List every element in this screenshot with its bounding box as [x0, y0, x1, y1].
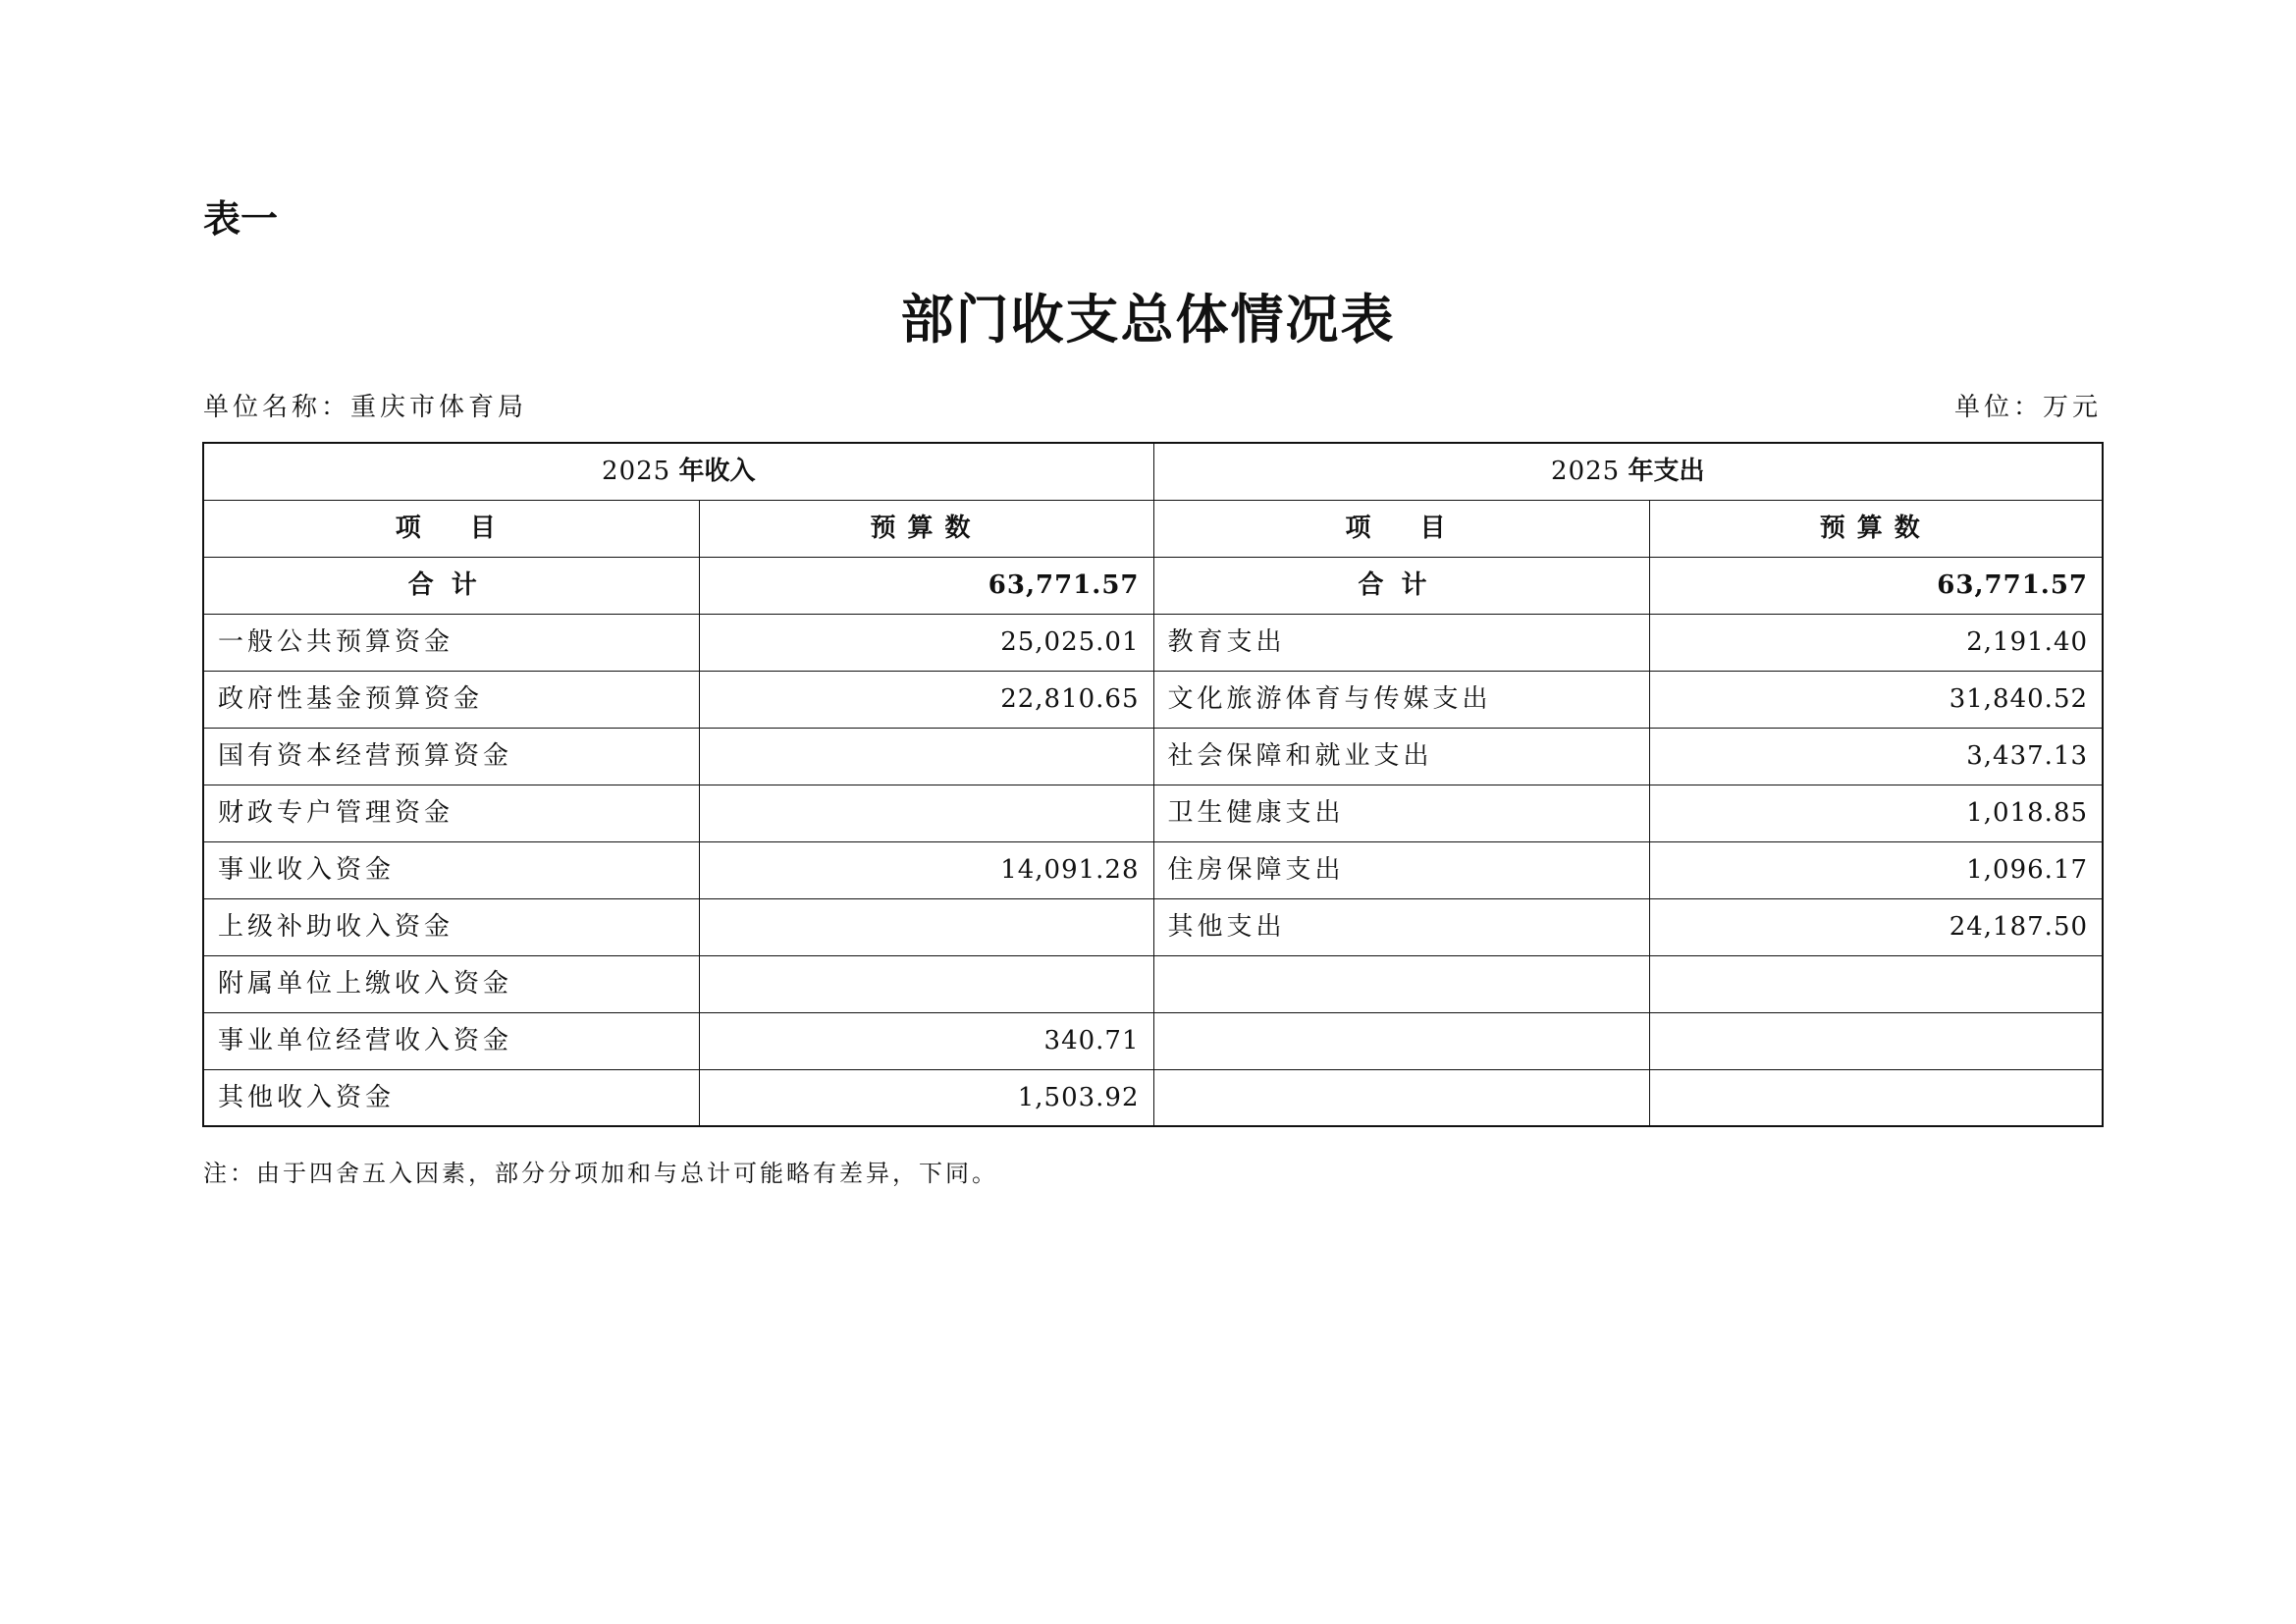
expense-item-cell	[1153, 955, 1649, 1012]
section-header-row	[203, 443, 2103, 500]
expense-value-cell: 1,096.17	[1649, 841, 2103, 898]
expense-item-cell: 住房保障支出	[1153, 841, 1649, 898]
income-item-cell: 附属单位上缴收入资金	[203, 955, 699, 1012]
unit-name: 单位名称：重庆市体育局	[203, 393, 528, 422]
income-section-header	[203, 443, 1153, 500]
table-row	[203, 898, 2103, 955]
expense-header-year: 2025	[1551, 457, 1621, 487]
income-total-label: 合计	[203, 557, 699, 614]
expense-value-cell	[1649, 1012, 2103, 1069]
income-total-value: 63,771.57	[699, 557, 1153, 614]
income-header-year: 2025	[602, 457, 671, 487]
income-item-cell: 国有资本经营预算资金	[203, 728, 699, 785]
expense-item-cell: 社会保障和就业支出	[1153, 728, 1649, 785]
expense-item-cell: 其他支出	[1153, 898, 1649, 955]
income-header-label: 年收入	[678, 457, 756, 487]
income-value-cell: 340.71	[699, 1012, 1153, 1069]
income-item-cell: 政府性基金预算资金	[203, 671, 699, 728]
expense-total-value: 63,771.57	[1649, 557, 2103, 614]
table-row	[203, 785, 2103, 841]
table-row	[203, 841, 2103, 898]
table-row	[203, 614, 2103, 671]
income-value-cell	[699, 785, 1153, 841]
expense-value-cell	[1649, 1069, 2103, 1126]
income-item-cell: 财政专户管理资金	[203, 785, 699, 841]
expense-item-cell	[1153, 1012, 1649, 1069]
expense-header-label: 年支出	[1628, 457, 1705, 487]
budget-table	[202, 442, 2104, 1127]
total-row	[203, 557, 2103, 614]
income-value-cell: 1,503.92	[699, 1069, 1153, 1126]
income-item-cell: 上级补助收入资金	[203, 898, 699, 955]
expense-value-cell: 3,437.13	[1649, 728, 2103, 785]
expense-value-cell: 2,191.40	[1649, 614, 2103, 671]
expense-item-cell: 文化旅游体育与传媒支出	[1153, 671, 1649, 728]
income-value-cell	[699, 898, 1153, 955]
table-row	[203, 1069, 2103, 1126]
income-item-cell: 事业单位经营收入资金	[203, 1012, 699, 1069]
expense-item-cell: 教育支出	[1153, 614, 1649, 671]
expense-value-cell: 24,187.50	[1649, 898, 2103, 955]
table-row	[203, 728, 2103, 785]
income-value-cell: 25,025.01	[699, 614, 1153, 671]
table-row	[203, 1012, 2103, 1069]
expense-value-cell: 1,018.85	[1649, 785, 2103, 841]
income-budget-column-header: 预算数	[699, 500, 1153, 557]
income-value-cell: 14,091.28	[699, 841, 1153, 898]
expense-item-column-header: 项 目	[1153, 500, 1649, 557]
income-value-cell: 22,810.65	[699, 671, 1153, 728]
income-value-cell	[699, 728, 1153, 785]
income-item-cell: 其他收入资金	[203, 1069, 699, 1126]
expense-total-label: 合计	[1153, 557, 1649, 614]
expense-section-header	[1153, 443, 2103, 500]
table-row	[203, 955, 2103, 1012]
income-value-cell	[699, 955, 1153, 1012]
expense-value-cell: 31,840.52	[1649, 671, 2103, 728]
expense-budget-column-header: 预算数	[1649, 500, 2103, 557]
unit-label: 单位：万元	[1953, 393, 2102, 422]
page-title: 部门收支总体情况表	[900, 288, 1396, 351]
income-item-cell: 一般公共预算资金	[203, 614, 699, 671]
table-label: 表一	[203, 197, 279, 241]
expense-item-cell: 卫生健康支出	[1153, 785, 1649, 841]
column-header-row	[203, 500, 2103, 557]
table-row	[203, 671, 2103, 728]
expense-item-cell	[1153, 1069, 1649, 1126]
footnote: 注：由于四舍五入因素，部分分项加和与总计可能略有差异，下同。	[203, 1160, 998, 1187]
income-item-cell: 事业收入资金	[203, 841, 699, 898]
expense-value-cell	[1649, 955, 2103, 1012]
income-item-column-header: 项 目	[203, 500, 699, 557]
